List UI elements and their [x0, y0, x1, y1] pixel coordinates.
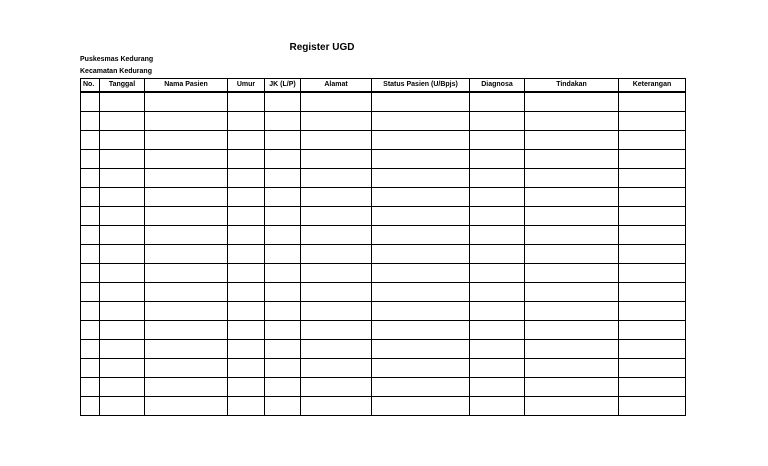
table-cell [372, 92, 470, 112]
table-cell [265, 397, 301, 416]
table-cell [81, 226, 100, 245]
table-cell [228, 359, 265, 378]
table-cell [228, 321, 265, 340]
document-title: Register UGD [289, 42, 355, 53]
table-row [81, 207, 686, 226]
table-cell [619, 340, 686, 359]
table-cell [372, 245, 470, 264]
table-cell [619, 302, 686, 321]
table-cell [372, 321, 470, 340]
table-cell [372, 283, 470, 302]
table-cell [100, 112, 145, 131]
table-cell [81, 169, 100, 188]
table-cell [100, 340, 145, 359]
table-cell [228, 131, 265, 150]
table-cell [228, 245, 265, 264]
table-cell [470, 92, 525, 112]
table-cell [81, 302, 100, 321]
table-row [81, 264, 686, 283]
table-cell [265, 112, 301, 131]
column-header-jk: JK (L/P) [265, 79, 301, 93]
table-cell [265, 226, 301, 245]
table-row [81, 131, 686, 150]
table-cell [145, 245, 228, 264]
table-cell [470, 245, 525, 264]
table-cell [81, 188, 100, 207]
district-name: Kecamatan Kedurang [80, 68, 152, 75]
table-cell [228, 397, 265, 416]
table-cell [265, 188, 301, 207]
column-header-nama-pasien: Nama Pasien [145, 79, 228, 93]
table-cell [525, 302, 619, 321]
table-cell [265, 321, 301, 340]
table-cell [265, 302, 301, 321]
health-center-name: Puskesmas Kedurang [80, 56, 154, 63]
table-cell [619, 169, 686, 188]
column-header-diagnosa: Diagnosa [470, 79, 525, 93]
table-cell [525, 150, 619, 169]
table-cell [372, 378, 470, 397]
table-cell [525, 226, 619, 245]
table-cell [100, 302, 145, 321]
table-cell [145, 150, 228, 169]
table-cell [619, 112, 686, 131]
table-cell [301, 397, 372, 416]
table-cell [81, 283, 100, 302]
table-cell [100, 397, 145, 416]
table-row [81, 169, 686, 188]
table-cell [470, 112, 525, 131]
table-cell [619, 245, 686, 264]
table-row [81, 359, 686, 378]
table-cell [470, 188, 525, 207]
table-cell [301, 340, 372, 359]
table-cell [619, 283, 686, 302]
table-row [81, 302, 686, 321]
table-cell [265, 169, 301, 188]
register-table [80, 78, 686, 416]
table-cell [81, 112, 100, 131]
table-cell [228, 169, 265, 188]
table-cell [228, 150, 265, 169]
table-row [81, 226, 686, 245]
table-cell [81, 340, 100, 359]
table-cell [372, 397, 470, 416]
column-header-umur: Umur [228, 79, 265, 93]
table-cell [470, 169, 525, 188]
table-cell [265, 378, 301, 397]
table-cell [619, 131, 686, 150]
table-cell [265, 207, 301, 226]
table-cell [470, 321, 525, 340]
table-cell [372, 169, 470, 188]
table-cell [525, 359, 619, 378]
table-cell [301, 169, 372, 188]
table-cell [470, 283, 525, 302]
table-cell [81, 397, 100, 416]
table-cell [525, 283, 619, 302]
table-cell [228, 264, 265, 283]
table-cell [372, 188, 470, 207]
table-cell [265, 92, 301, 112]
table-cell [301, 321, 372, 340]
table-cell [619, 378, 686, 397]
table-cell [525, 207, 619, 226]
table-cell [619, 359, 686, 378]
table-cell [301, 150, 372, 169]
table-cell [228, 302, 265, 321]
table-cell [100, 188, 145, 207]
table-cell [228, 283, 265, 302]
table-cell [265, 283, 301, 302]
table-cell [470, 340, 525, 359]
table-cell [145, 359, 228, 378]
table-cell [470, 226, 525, 245]
table-cell [145, 169, 228, 188]
table-cell [100, 359, 145, 378]
table-cell [145, 397, 228, 416]
table-cell [301, 302, 372, 321]
table-cell [470, 131, 525, 150]
table-cell [525, 188, 619, 207]
table-cell [372, 302, 470, 321]
table-cell [301, 131, 372, 150]
table-cell [81, 264, 100, 283]
table-cell [100, 207, 145, 226]
table-cell [372, 264, 470, 283]
table-cell [301, 283, 372, 302]
table-cell [100, 169, 145, 188]
table-cell [228, 226, 265, 245]
column-header-alamat: Alamat [301, 79, 372, 93]
table-row [81, 397, 686, 416]
table-cell [619, 150, 686, 169]
table-cell [372, 131, 470, 150]
table-cell [100, 264, 145, 283]
table-cell [228, 378, 265, 397]
table-cell [619, 226, 686, 245]
table-cell [301, 359, 372, 378]
table-cell [100, 283, 145, 302]
table-cell [100, 321, 145, 340]
table-cell [145, 283, 228, 302]
column-header-keterangan: Keterangan [619, 79, 686, 93]
table-row [81, 150, 686, 169]
table-row [81, 92, 686, 112]
table-cell [145, 378, 228, 397]
table-cell [265, 150, 301, 169]
table-cell [301, 226, 372, 245]
table-cell [301, 188, 372, 207]
table-cell [372, 207, 470, 226]
table-cell [301, 207, 372, 226]
table-cell [145, 302, 228, 321]
table-cell [145, 340, 228, 359]
table-cell [619, 321, 686, 340]
table-cell [301, 92, 372, 112]
table-cell [470, 207, 525, 226]
column-header-no: No. [81, 79, 100, 93]
table-cell [619, 264, 686, 283]
table-cell [145, 207, 228, 226]
column-header-tanggal: Tanggal [100, 79, 145, 93]
table-cell [145, 131, 228, 150]
table-cell [470, 302, 525, 321]
table-cell [100, 245, 145, 264]
table-cell [525, 340, 619, 359]
table-cell [372, 226, 470, 245]
table-body [81, 92, 686, 416]
table-cell [100, 226, 145, 245]
table-row [81, 245, 686, 264]
table-cell [619, 207, 686, 226]
table-cell [372, 150, 470, 169]
table-cell [619, 188, 686, 207]
table-cell [301, 378, 372, 397]
table-cell [372, 340, 470, 359]
table-row [81, 378, 686, 397]
table-cell [265, 340, 301, 359]
table-row [81, 112, 686, 131]
table-cell [619, 92, 686, 112]
table-cell [470, 359, 525, 378]
table-cell [228, 340, 265, 359]
table-cell [81, 131, 100, 150]
table-cell [525, 92, 619, 112]
table-cell [145, 264, 228, 283]
table-cell [228, 92, 265, 112]
table-cell [525, 112, 619, 131]
table-cell [228, 188, 265, 207]
table-cell [145, 92, 228, 112]
column-header-tindakan: Tindakan [525, 79, 619, 93]
table-cell [145, 321, 228, 340]
table-cell [265, 131, 301, 150]
table-cell [525, 264, 619, 283]
table-cell [145, 188, 228, 207]
table-cell [228, 112, 265, 131]
table-row [81, 321, 686, 340]
table-row [81, 188, 686, 207]
table-cell [81, 150, 100, 169]
table-cell [301, 245, 372, 264]
table-cell [145, 226, 228, 245]
table-cell [100, 150, 145, 169]
table-cell [470, 397, 525, 416]
table-cell [525, 378, 619, 397]
table-cell [265, 359, 301, 378]
table-cell [100, 92, 145, 112]
table-cell [100, 131, 145, 150]
table-cell [81, 378, 100, 397]
table-cell [470, 150, 525, 169]
table-cell [265, 264, 301, 283]
table-cell [470, 264, 525, 283]
table-cell [372, 359, 470, 378]
table-row [81, 283, 686, 302]
table-cell [81, 245, 100, 264]
table-cell [265, 245, 301, 264]
table-cell [525, 321, 619, 340]
table-cell [470, 378, 525, 397]
table-cell [372, 112, 470, 131]
table-cell [525, 397, 619, 416]
table-cell [81, 207, 100, 226]
table-cell [619, 397, 686, 416]
table-row [81, 340, 686, 359]
table-cell [228, 207, 265, 226]
table-cell [81, 92, 100, 112]
table-cell [525, 131, 619, 150]
table-cell [81, 359, 100, 378]
table-cell [525, 245, 619, 264]
table-cell [81, 321, 100, 340]
table-cell [100, 378, 145, 397]
table-cell [145, 112, 228, 131]
table-cell [301, 112, 372, 131]
column-header-status-pasien: Status Pasien (U/Bpjs) [372, 79, 470, 93]
table-cell [301, 264, 372, 283]
table-cell [525, 169, 619, 188]
table-header-row [81, 79, 686, 93]
